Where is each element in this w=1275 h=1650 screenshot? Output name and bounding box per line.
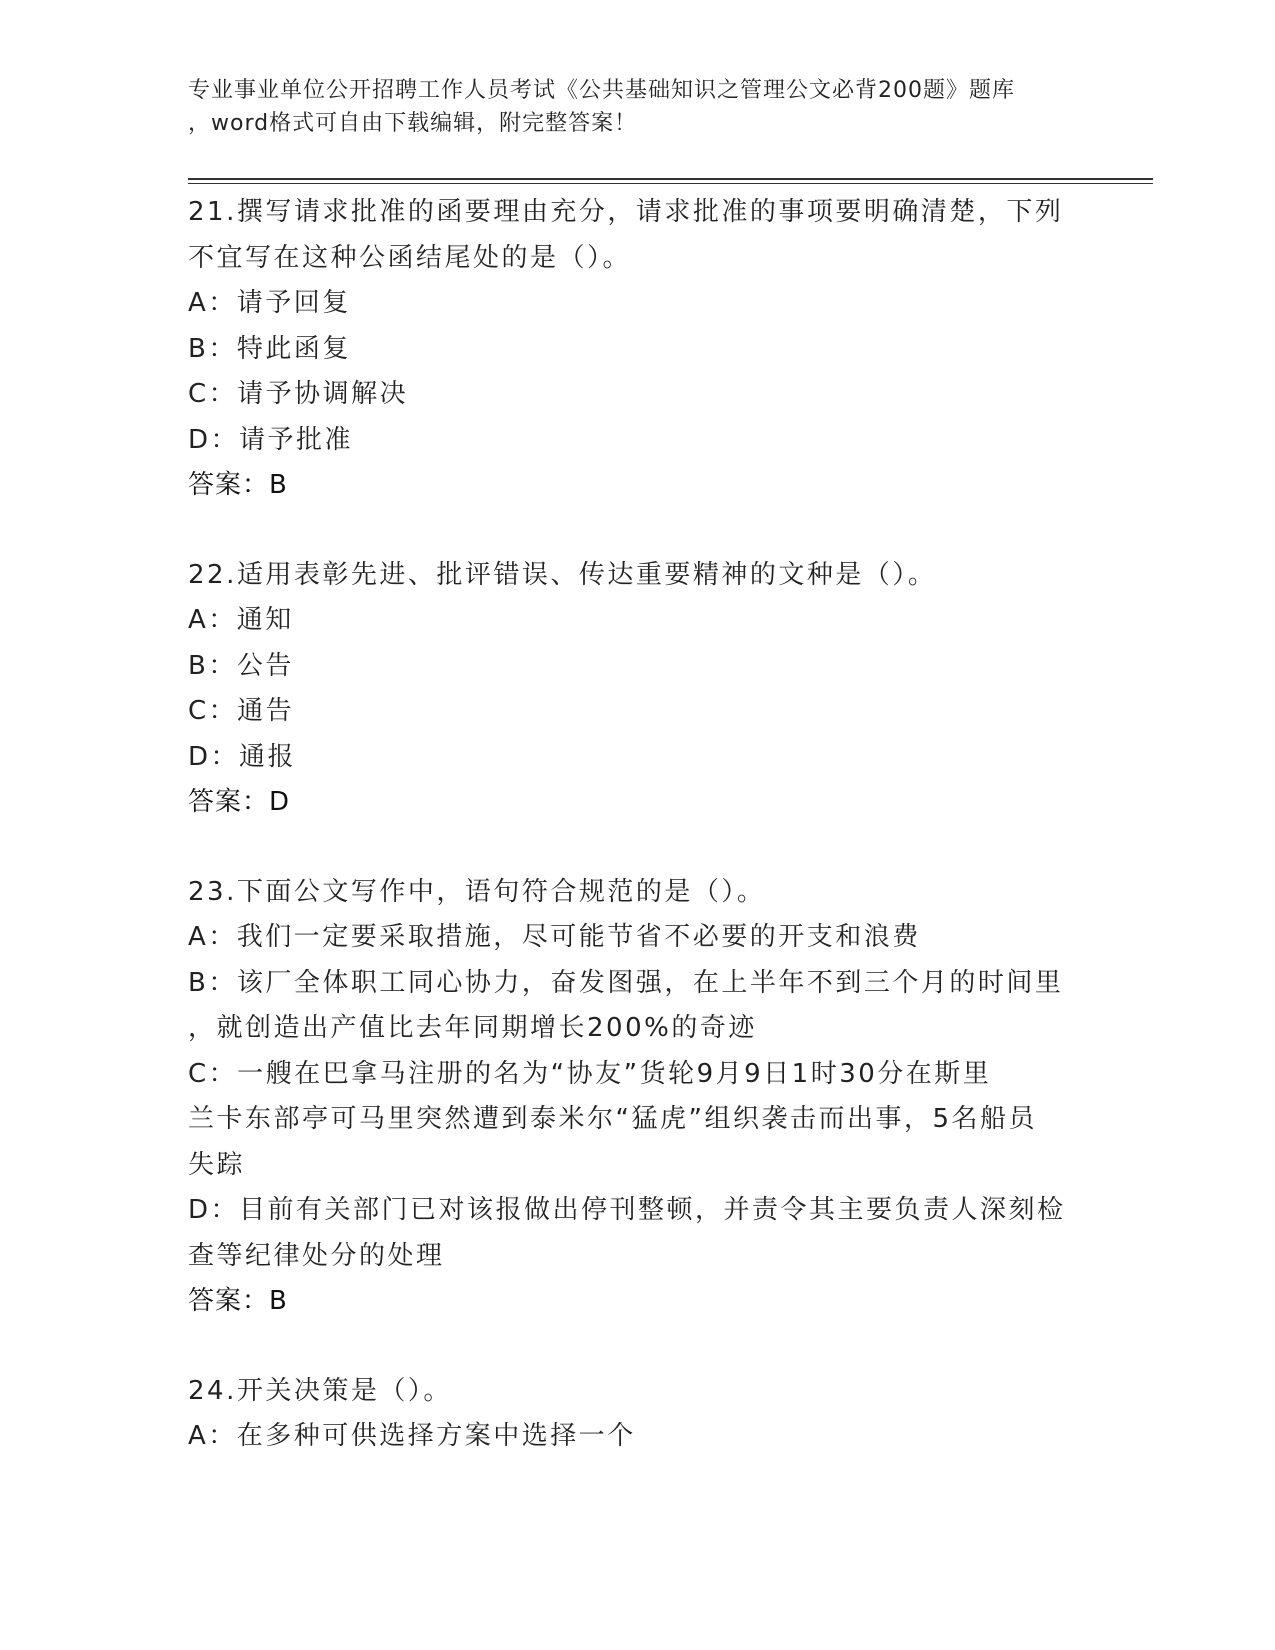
answer-option bbox=[188, 418, 1088, 464]
question-stem-line: 21.撰写请求批准的函要理由充分，请求批准的事项要明确清楚，下列 bbox=[188, 197, 1064, 227]
question-item bbox=[188, 1369, 1088, 1460]
answer-option-line: ，就创造出产值比去年同期增长200%的奇迹 bbox=[188, 1013, 757, 1043]
answer-option-line: B：该厂全体职工同心协力，奋发图强，在上半年不到三个月的时间里 bbox=[188, 967, 1064, 998]
answer-option-line: A：通知 bbox=[188, 605, 294, 635]
answer-option bbox=[188, 961, 1088, 1052]
document-header bbox=[188, 74, 1088, 140]
answer-option bbox=[188, 1414, 1088, 1460]
answer-option-line: 兰卡东部亭可马里突然遭到泰米尔“猛虎”组织袭击而出事，5名船员 bbox=[188, 1104, 1037, 1134]
answer-option bbox=[188, 281, 1088, 327]
answer-option-line: D：目前有关部门已对该报做出停刊整顿，并责令其主要负责人深刻检 bbox=[188, 1195, 1066, 1225]
answer-key: 答案：B bbox=[188, 1286, 288, 1316]
answer-option bbox=[188, 735, 1088, 781]
answer-option bbox=[188, 372, 1088, 418]
question-stem-line: 22.适用表彰先进、批评错误、传达重要精神的文种是（）。 bbox=[188, 559, 937, 590]
header-line-1: 专业事业单位公开招聘工作人员考试《公共基础知识之管理公文必背200题》题库 bbox=[188, 78, 1015, 103]
question-list bbox=[188, 190, 1088, 1504]
answer-option-line: 失踪 bbox=[188, 1149, 246, 1180]
question-item bbox=[188, 870, 1088, 1325]
question-stem-line: 24.开关决策是（）。 bbox=[188, 1375, 452, 1406]
answer-option bbox=[188, 327, 1088, 373]
answer-option-line: C：通告 bbox=[188, 696, 295, 726]
header-rule-thick bbox=[188, 178, 1153, 180]
question-stem-line: 23.下面公文写作中，语句符合规范的是（）。 bbox=[188, 876, 766, 907]
answer-option-line: C：请予协调解决 bbox=[188, 379, 409, 409]
answer-option-line: A：在多种可供选择方案中选择一个 bbox=[188, 1421, 636, 1451]
answer-option-line: A：我们一定要采取措施，尽可能节省不必要的开支和浪费 bbox=[188, 922, 921, 952]
answer-option-line: D：请予批准 bbox=[188, 424, 354, 455]
question-item bbox=[188, 190, 1088, 509]
header-rule-thin bbox=[188, 183, 1153, 184]
answer-option bbox=[188, 1188, 1088, 1279]
answer-option-line: B：公告 bbox=[188, 650, 294, 681]
answer-option-line: 查等纪律处分的处理 bbox=[188, 1240, 445, 1271]
answer-key: 答案：B bbox=[188, 470, 288, 500]
question-item bbox=[188, 553, 1088, 826]
answer-option-line: D：通报 bbox=[188, 741, 297, 772]
answer-option bbox=[188, 644, 1088, 690]
answer-option-line: B：特此函复 bbox=[188, 333, 351, 364]
answer-option bbox=[188, 1052, 1088, 1189]
answer-option bbox=[188, 915, 1088, 961]
answer-option-line: A：请予回复 bbox=[188, 288, 351, 318]
answer-key: 答案：D bbox=[188, 787, 291, 817]
question-stem-line: 不宜写在这种公函结尾处的是（）。 bbox=[188, 242, 632, 273]
answer-option bbox=[188, 689, 1088, 735]
header-line-2: ，word格式可自由下载编辑，附完整答案！ bbox=[188, 111, 638, 136]
answer-option-line: C：一艘在巴拿马注册的名为“协友”货轮9月9日1时30分在斯里 bbox=[188, 1058, 992, 1089]
answer-option bbox=[188, 598, 1088, 644]
